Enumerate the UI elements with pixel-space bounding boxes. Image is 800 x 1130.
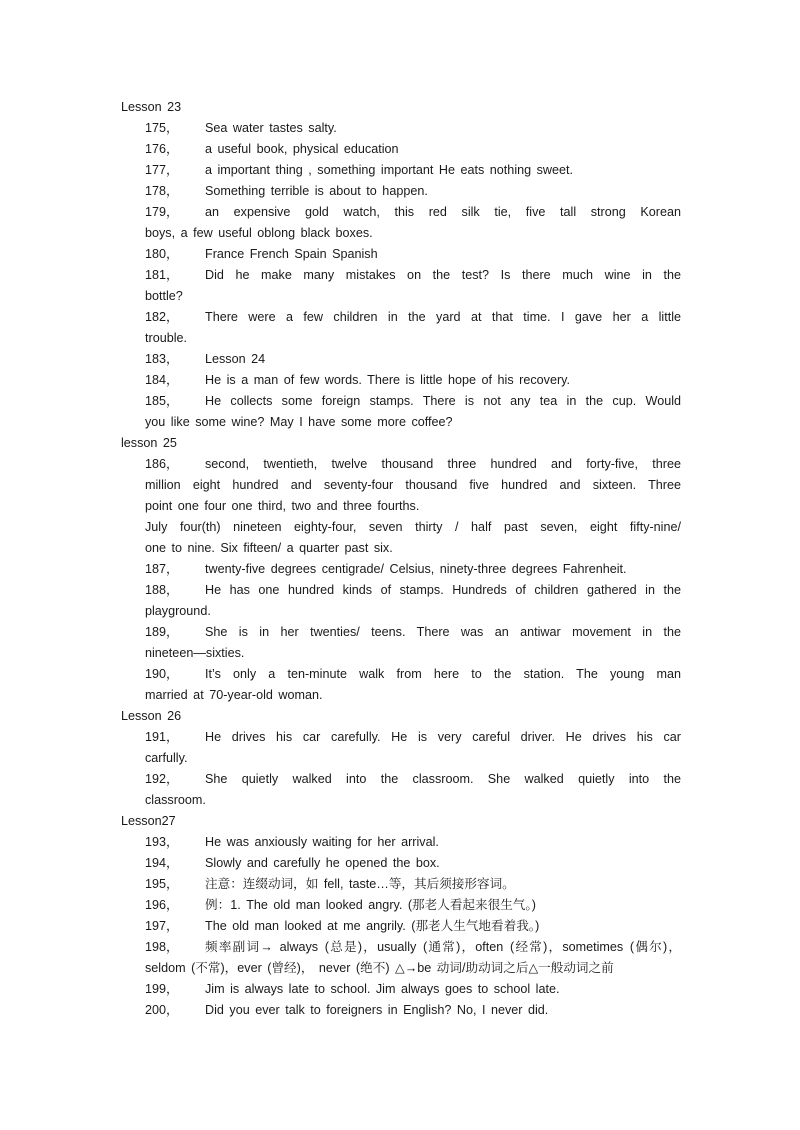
entry-text: He is a man of few words. There is little hope of his recovery. [205,373,571,387]
entry-continuation-line [145,328,681,349]
entry-text: She quietly walked into the classroom. She walked quietly into the [205,772,681,786]
entry-number: 182， [145,310,179,324]
entry-number: 175， [145,121,179,135]
numbered-entry [121,160,681,181]
entry-number: 200， [145,1003,179,1017]
entry-text: 频率副词→ always (总是)，usually (通常)，often (经常)，sometimes (偶尔)， [205,940,681,954]
entry-first-line [145,622,681,643]
numbered-entry [121,622,681,664]
entry-text: boys, a few useful oblong black boxes. [145,226,373,240]
entry-text: a useful book, physical education [205,142,399,156]
entry-first-line [145,853,681,874]
entry-text: point one four one third, two and three fourths. [145,499,420,513]
entry-text: nineteen—sixties. [145,646,245,660]
entry-text: He was anxiously waiting for her arrival. [205,835,439,849]
numbered-entry [121,580,681,622]
entry-text: twenty-five degrees centigrade/ Celsius, ninety-three degrees Fahrenheit. [205,562,627,576]
numbered-entry [121,265,681,307]
entry-text: Did he make many mistakes on the test? Is there much wine in the [205,268,681,282]
numbered-entry [121,916,681,937]
entry-text: He collects some foreign stamps. There is not any tea in the cup. Would [205,394,681,408]
numbered-entry [121,181,681,202]
entry-number: 199， [145,982,179,996]
entry-first-line [145,160,681,181]
entry-number: 192， [145,772,179,786]
numbered-entry [121,769,681,811]
entry-number: 177， [145,163,179,177]
lesson-notes [121,97,681,1021]
entry-first-line [145,895,681,916]
numbered-entry [121,853,681,874]
entry-number: 176， [145,142,179,156]
entry-number: 191， [145,730,179,744]
entry-first-line [145,979,681,1000]
entry-text: The old man looked at me angrily. (那老人生气地看着我。) [205,919,540,933]
entry-number: 178， [145,184,179,198]
entry-text: She is in her twenties/ teens. There was an antiwar movement in the [205,625,681,639]
entry-text: Sea water tastes salty. [205,121,337,135]
entry-text: He has one hundred kinds of stamps. Hundreds of children gathered in the [205,583,681,597]
entry-text: second, twentieth, twelve thousand three hundred and forty-five, three [205,457,681,471]
numbered-entry [121,937,681,979]
entry-number: 186， [145,457,179,471]
entry-first-line [145,370,681,391]
numbered-entry [121,979,681,1000]
entry-number: 195， [145,877,179,891]
numbered-entry [121,1000,681,1021]
entry-text: playground. [145,604,211,618]
entry-continuation-line [145,685,681,706]
entry-continuation-line [145,790,681,811]
entry-continuation-line [145,412,681,433]
entry-first-line [145,181,681,202]
entry-number: 179， [145,205,179,219]
entry-text: million eight hundred and seventy-four thousand five hundred and sixteen. Three [145,478,681,492]
entry-text: Jim is always late to school. Jim always goes to school late. [205,982,560,996]
entry-first-line [145,139,681,160]
numbered-entry [121,895,681,916]
numbered-entry [121,139,681,160]
lesson-heading: lesson 25 [121,436,177,450]
entry-first-line [145,391,681,412]
entry-first-line [145,874,681,895]
numbered-entry [121,370,681,391]
entry-number: 197， [145,919,179,933]
entry-text: There were a few children in the yard at that time. I gave her a little [205,310,681,324]
entry-first-line [145,244,681,265]
entry-number: 190， [145,667,179,681]
entry-number: 189， [145,625,179,639]
entry-number: 194， [145,856,179,870]
entry-first-line [145,727,681,748]
entry-text: seldom (不常)，ever (曾经)， never (绝不) △→be 动词/助动词之后△一般动词之前 [145,961,614,975]
entry-text: one to nine. Six fifteen/ a quarter past six. [145,541,393,555]
entry-number: 198， [145,940,179,954]
numbered-entry [121,349,681,370]
entry-text: classroom. [145,793,206,807]
entry-first-line [145,937,681,958]
entry-first-line [145,916,681,937]
entry-continuation-line [145,517,681,538]
entry-first-line [145,832,681,853]
entry-first-line [145,349,681,370]
entry-text: France French Spain Spanish [205,247,378,261]
entry-first-line [145,580,681,601]
entry-first-line [145,118,681,139]
entry-first-line [145,559,681,580]
numbered-entry [121,454,681,559]
lesson-heading: Lesson 23 [121,100,182,114]
entry-first-line [145,454,681,475]
numbered-entry [121,727,681,769]
numbered-entry [121,832,681,853]
entry-first-line [145,202,681,223]
entry-number: 180， [145,247,179,261]
entry-text: bottle? [145,289,183,303]
entry-continuation-line [145,958,681,979]
numbered-entry [121,307,681,349]
entry-text: a important thing , something important He eats nothing sweet. [205,163,574,177]
entry-text: Slowly and carefully he opened the box. [205,856,440,870]
entry-text: He drives his car carefully. He is very careful driver. He drives his car [205,730,681,744]
entry-continuation-line [145,496,681,517]
entry-continuation-line [145,475,681,496]
entry-number: 185， [145,394,179,408]
entry-text: married at 70-year-old woman. [145,688,323,702]
entry-continuation-line [145,643,681,664]
entry-text: Did you ever talk to foreigners in English? No, I never did. [205,1003,549,1017]
entry-number: 181， [145,268,179,282]
entry-text: you like some wine? May I have some more coffee? [145,415,453,429]
entry-text: Something terrible is about to happen. [205,184,428,198]
entry-continuation-line [145,286,681,307]
entry-text: Lesson 24 [205,352,266,366]
numbered-entry [121,244,681,265]
entry-number: 184， [145,373,179,387]
entry-number: 193， [145,835,179,849]
entry-first-line [145,1000,681,1021]
numbered-entry [121,664,681,706]
numbered-entry [121,874,681,895]
entry-continuation-line [145,538,681,559]
entry-text: trouble. [145,331,188,345]
entry-continuation-line [145,748,681,769]
numbered-entry [121,391,681,433]
lesson-heading: Lesson 26 [121,709,182,723]
entry-first-line [145,769,681,790]
entry-first-line [145,664,681,685]
entry-text: 注意：连缀动词，如 fell, taste…等，其后须接形容词。 [205,877,515,891]
entry-text: It’s only a ten-minute walk from here to the station. The young man [205,667,681,681]
entry-number: 188， [145,583,179,597]
entry-first-line [145,307,681,328]
numbered-entry [121,202,681,244]
entry-text: 例：1. The old man looked angry. (那老人看起来很生气。) [205,898,536,912]
entry-continuation-line [145,223,681,244]
lesson-heading: Lesson27 [121,814,176,828]
entry-continuation-line [145,601,681,622]
entry-number: 196， [145,898,179,912]
entry-number: 183， [145,352,179,366]
entry-text: carfully. [145,751,188,765]
numbered-entry [121,559,681,580]
numbered-entry [121,118,681,139]
entry-number: 187， [145,562,179,576]
entry-first-line [145,265,681,286]
entry-text: July four(th) nineteen eighty-four, seven thirty / half past seven, eight fifty-nine/ [145,520,681,534]
entry-text: an expensive gold watch, this red silk tie, five tall strong Korean [205,205,681,219]
